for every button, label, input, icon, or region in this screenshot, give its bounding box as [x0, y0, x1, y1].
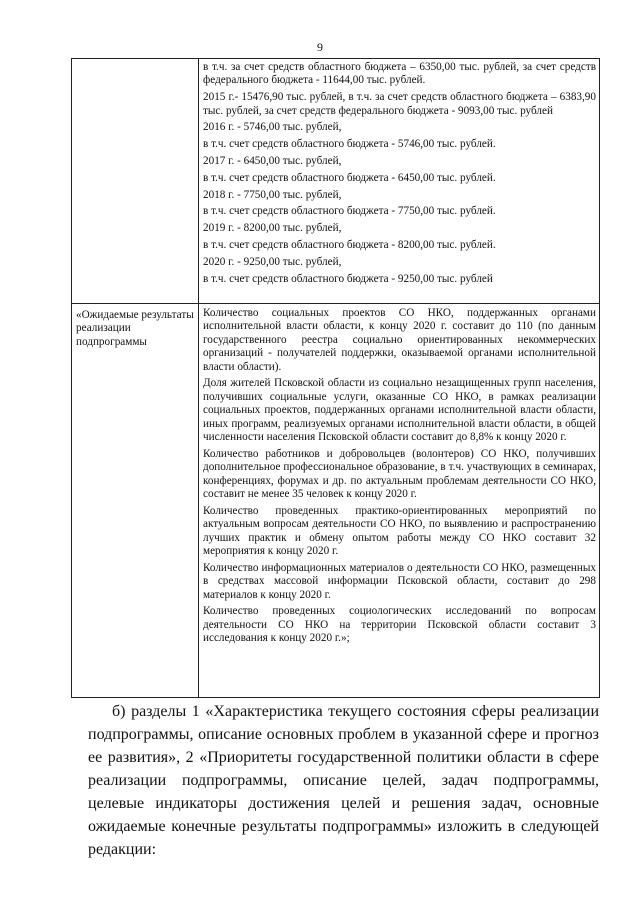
finance-line: в т.ч. счет средств областного бюджета - 8200,00 тыс. рублей.: [203, 238, 496, 251]
finance-line: 2017 г. - 6450,00 тыс. рублей,: [203, 155, 342, 167]
result-item: Количество проведенных практико-ориентированных мероприятий по актуальным вопросам деятельности СО НКО, по выявлению и распространению лучших практик и обмену опытом работы между СО НКО составит 32 мероприятия к концу 2020 г.: [203, 504, 596, 558]
table-row-divider: [72, 303, 599, 304]
finance-line: в т.ч. счет средств областного бюджета - 9250,00 тыс. рублей: [203, 272, 493, 285]
results-label: «Ожидаемые результаты реализации подпрограммы: [76, 309, 194, 348]
results-cell: [203, 307, 596, 646]
finance-line: в т.ч. счет средств областного бюджета - 6450,00 тыс. рублей.: [203, 171, 496, 184]
page-number: 9: [317, 40, 323, 54]
table-column-divider: [198, 59, 199, 697]
body-paragraph-text: б) разделы 1 «Характеристика текущего состояния сферы реализации подпрограммы, описание основных проблем в указанной сфере и прогноз ее развития», 2 «Приоритеты государственной политики области в сфере реализации подпрограммы, описание целей, задач подпрограммы, целевые индикаторы достижения целей и решения задач, основные ожидаемые конечные результаты подпрограммы» изложить в следующей редакции:: [88, 703, 599, 858]
finance-line: 2019 г. - 8200,00 тыс. рублей,: [203, 222, 342, 235]
passport-table: [71, 58, 600, 698]
finance-line: 2020 г. - 9250,00 тыс. рублей,: [203, 255, 342, 268]
finance-line: 2018 г. - 7750,00 тыс. рублей,: [203, 188, 342, 201]
finance-line: в т.ч. счет средств областного бюджета - 7750,00 тыс. рублей.: [203, 205, 496, 218]
result-item: Количество социальных проектов СО НКО, поддержанных органами исполнительной власти области, к концу 2020 г. составит до 110 (по данным государственного реестра социально ориентированных некоммерческих организаций - получателей поддержки, оказываемой органами исполнительной власти области).: [203, 307, 596, 373]
finance-line: в т.ч. за счет средств областного бюджета – 6350,00 тыс. рублей, за счет средств федерального бюджета - 11644,00 тыс. рублей.: [203, 61, 596, 87]
result-item: Количество информационных материалов о деятельности СО НКО, размещенных в средствах массовой информации Псковской области, составит до 298 материалов к концу 2020 г.: [203, 561, 596, 601]
result-item: Количество проведенных социологических исследований по вопросам деятельности СО НКО на территории Псковской области составит 3 исследования к концу 2020 г.»;: [203, 605, 596, 645]
finance-cell: [203, 61, 596, 286]
body-paragraph: [88, 700, 599, 861]
finance-line: в т.ч. счет средств областного бюджета - 5746,00 тыс. рублей.: [203, 138, 496, 151]
finance-line: 2016 г. - 5746,00 тыс. рублей,: [203, 121, 342, 134]
result-item: Количество работников и добровольцев (волонтеров) СО НКО, получивших дополнительное профессиональное образование, в т.ч. участвующих в семинарах, конференциях, форумах и др. по актуальным проблемам деятельности СО НКО, составит не менее 35 человек к концу 2020 г.: [203, 447, 596, 501]
finance-line: 2015 г.- 15476,90 тыс. рублей, в т.ч. за счет средств областного бюджета – 6383,90 тыс. рублей, за счет средств федерального бюджета - 9093,00 тыс. рублей: [203, 91, 596, 117]
result-item: Доля жителей Псковской области из социально незащищенных групп населения, получивших социальные услуги, оказанные СО НКО, в рамках реализации социальных проектов, поддержанных органами исполнительной власти области, иных программ, реализуемых органами исполнительной власти области, в общей численности населения Псковской области составит до 8,8% к концу 2020 г.: [203, 377, 596, 444]
